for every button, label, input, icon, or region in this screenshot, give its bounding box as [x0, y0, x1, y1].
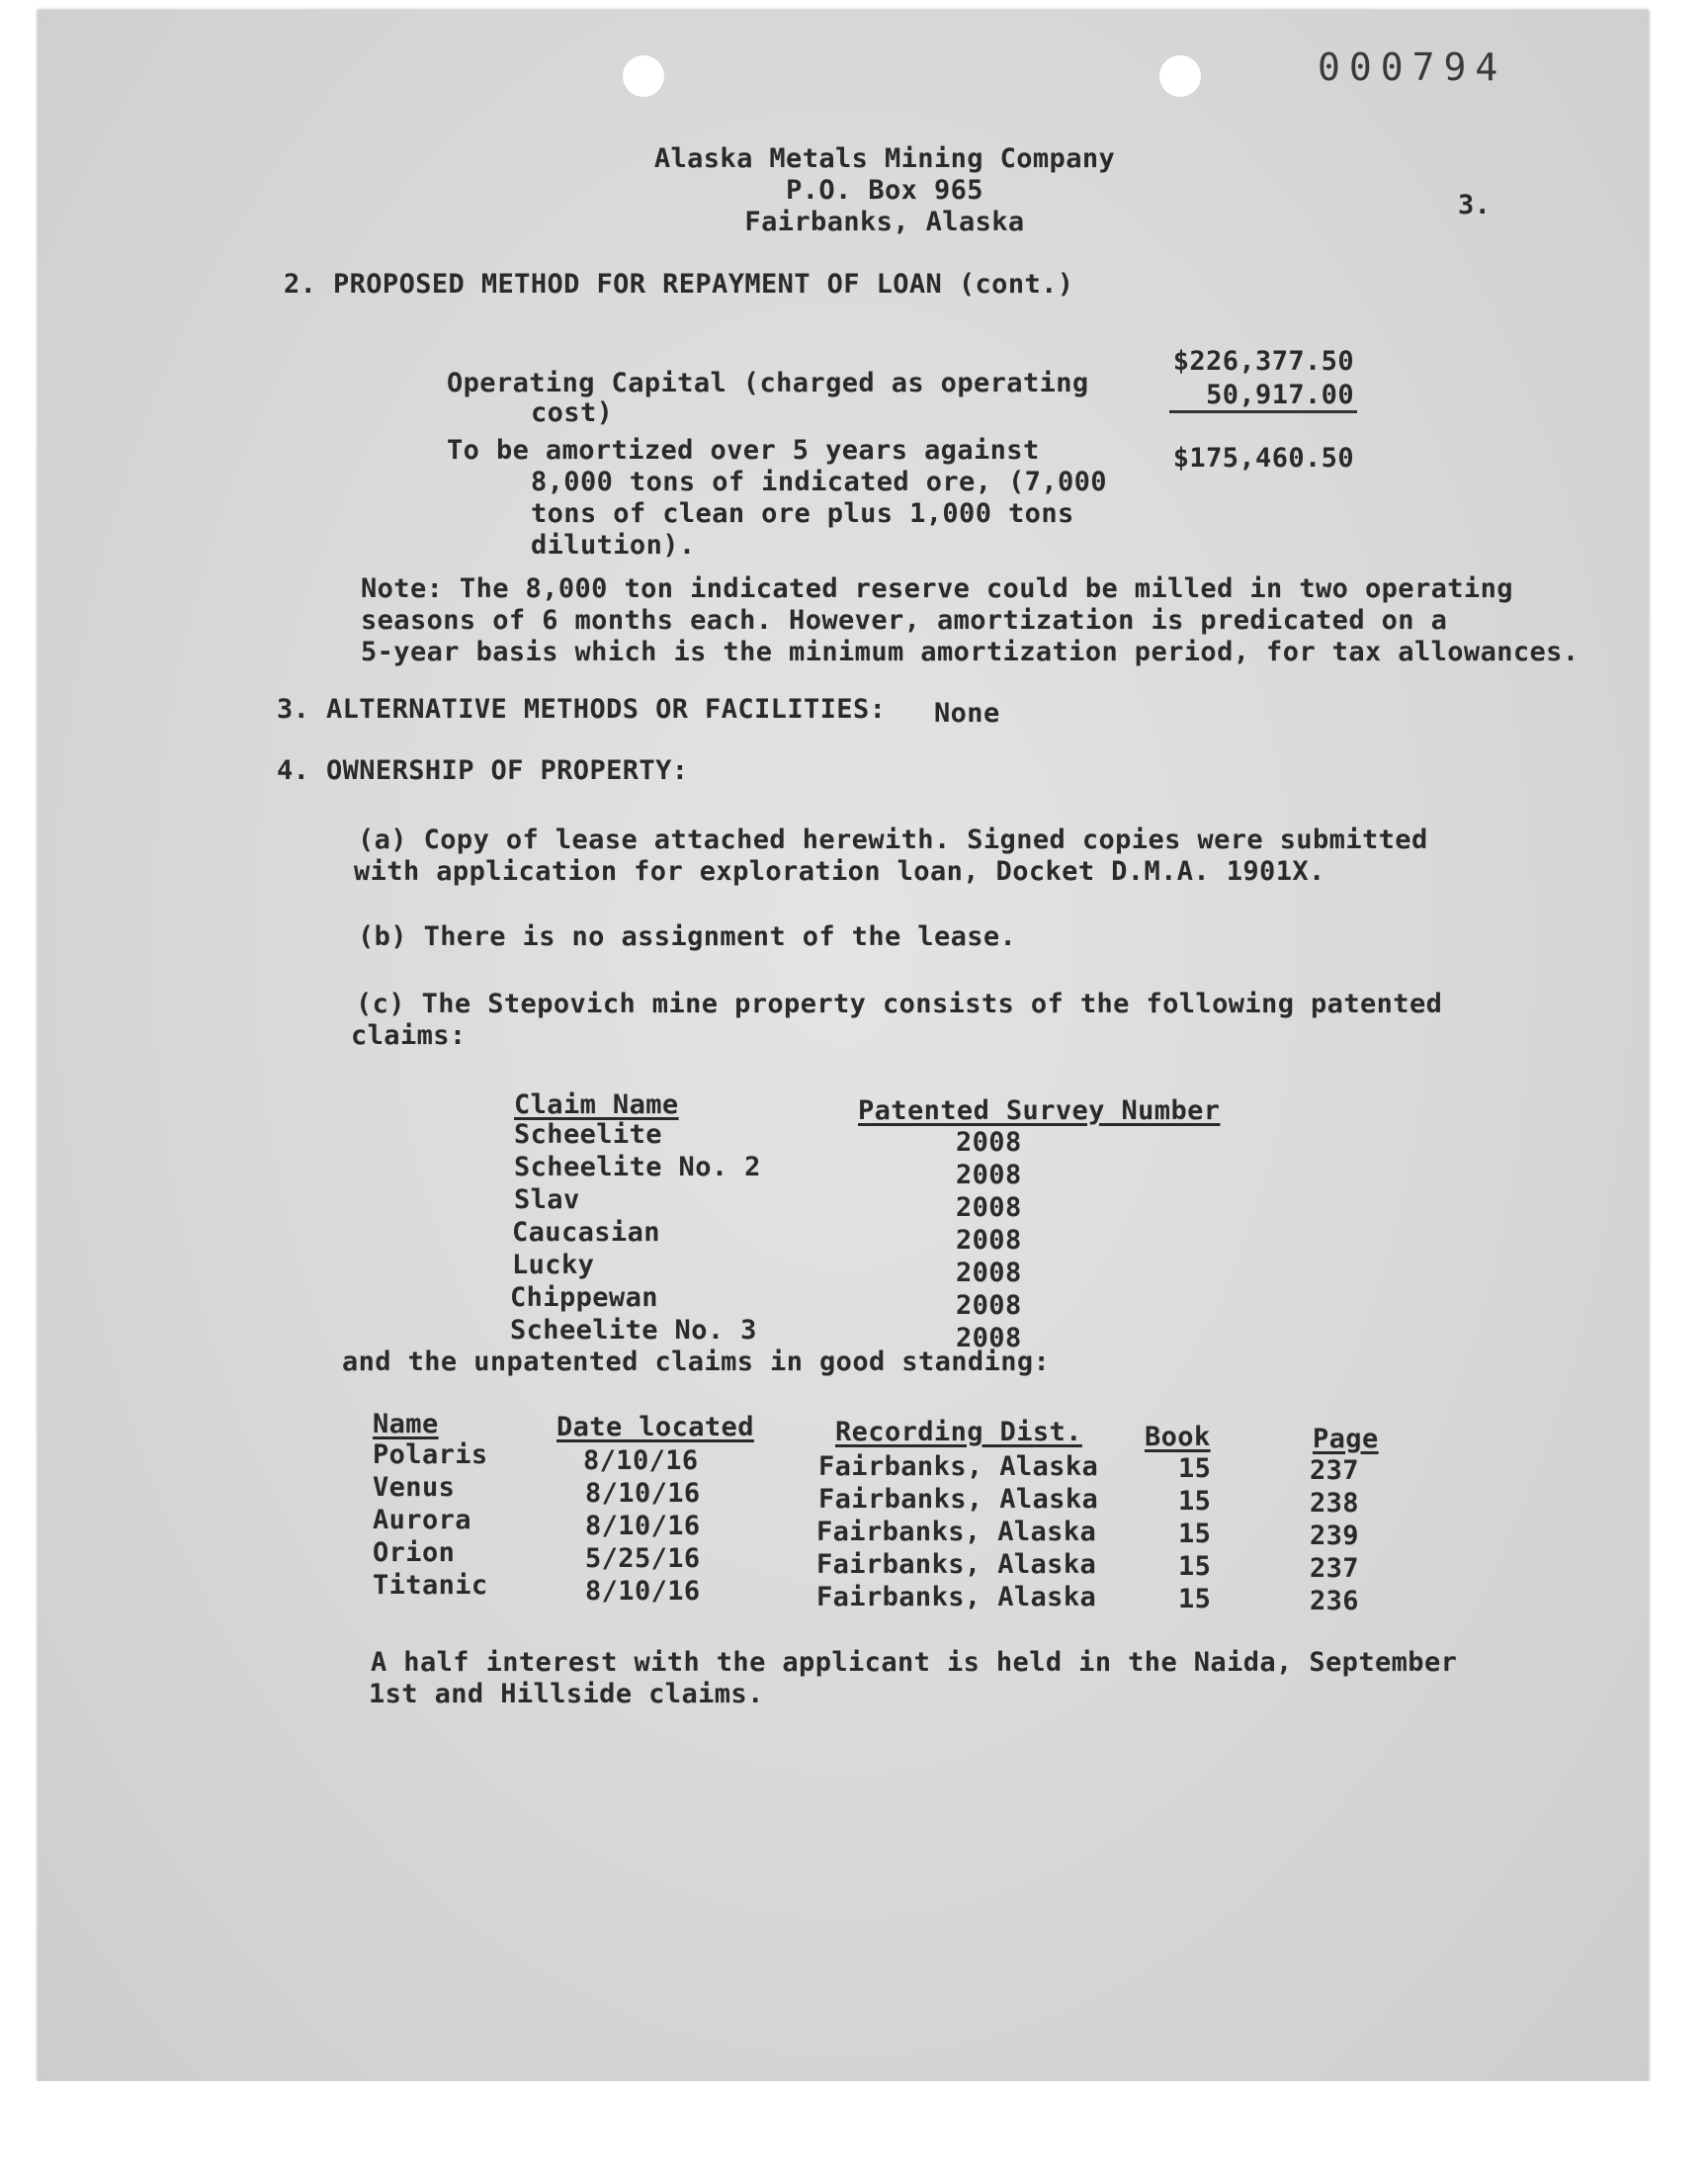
survey-number: 2008 [956, 1192, 1022, 1223]
note-line: Note: The 8,000 ton indicated reserve could be milled in two operating [361, 573, 1513, 604]
note-line: seasons of 6 months each. However, amortization is predicated on a [361, 605, 1448, 636]
punch-hole-left [623, 55, 664, 97]
unpatented-intro: and the unpatented claims in good standing: [342, 1347, 1051, 1377]
date-located: 8/10/16 [583, 1445, 699, 1476]
col-header-page: Page [1313, 1424, 1379, 1454]
book: 15 [1178, 1519, 1212, 1549]
date-located: 8/10/16 [585, 1478, 701, 1509]
page: 238 [1310, 1488, 1359, 1519]
amortize-line: 8,000 tons of indicated ore, (7,000 [531, 467, 1107, 497]
item-b-line: (b) There is no assignment of the lease. [358, 921, 1017, 952]
date-located: 8/10/16 [585, 1511, 701, 1541]
claim-name: Chippewan [510, 1282, 658, 1313]
operating-capital-amount: 50,917.00 [1206, 380, 1354, 410]
item-a-line: (a) Copy of lease attached herewith. Signed copies were submitted [358, 825, 1428, 855]
claim-name: Scheelite No. 3 [510, 1315, 757, 1346]
document-page [38, 10, 1649, 2081]
section-3-heading: 3. ALTERNATIVE METHODS OR FACILITIES: [277, 694, 887, 725]
page: 236 [1310, 1586, 1359, 1616]
claim-name: Polaris [373, 1439, 488, 1470]
recording-dist: Fairbanks, Alaska [816, 1517, 1097, 1547]
section-4-heading: 4. OWNERSHIP OF PROPERTY: [277, 755, 689, 786]
claim-name: Scheelite No. 2 [514, 1152, 761, 1182]
book: 15 [1178, 1584, 1212, 1614]
section-2-heading: 2. PROPOSED METHOD FOR REPAYMENT OF LOAN (cont.) [284, 269, 1074, 300]
survey-number: 2008 [956, 1258, 1022, 1288]
claim-name: Lucky [512, 1250, 595, 1280]
claim-name: Venus [373, 1472, 456, 1503]
col-header-recording-dist: Recording Dist. [835, 1417, 1082, 1447]
recording-dist: Fairbanks, Alaska [818, 1484, 1099, 1515]
col-header-name: Name [373, 1409, 439, 1439]
col-header-book: Book [1145, 1422, 1211, 1452]
book: 15 [1178, 1453, 1212, 1484]
claim-name: Titanic [373, 1570, 488, 1601]
amortize-line: dilution). [531, 530, 696, 561]
subtotal-rule [1169, 410, 1357, 413]
punch-hole-right [1159, 55, 1201, 97]
col-header-date-located: Date located [556, 1412, 754, 1442]
survey-number: 2008 [956, 1127, 1022, 1158]
document-number: 000794 [1318, 45, 1507, 89]
date-located: 5/25/16 [585, 1543, 701, 1574]
col-header-survey-number: Patented Survey Number [858, 1095, 1221, 1126]
closing-line: 1st and Hillside claims. [369, 1679, 764, 1709]
recording-dist: Fairbanks, Alaska [816, 1582, 1097, 1612]
survey-number: 2008 [956, 1160, 1022, 1190]
item-c-line: (c) The Stepovich mine property consists of the following patented [356, 989, 1443, 1019]
date-located: 8/10/16 [585, 1576, 701, 1607]
claim-name: Orion [373, 1537, 456, 1568]
page: 239 [1310, 1521, 1359, 1551]
book: 15 [1178, 1486, 1212, 1517]
survey-number: 2008 [956, 1290, 1022, 1321]
page: 237 [1310, 1455, 1359, 1486]
section-3-value: None [934, 698, 1000, 729]
survey-number: 2008 [956, 1225, 1022, 1256]
page: 237 [1310, 1553, 1359, 1584]
company-city: Fairbanks, Alaska [744, 207, 1025, 237]
book: 15 [1178, 1551, 1212, 1582]
closing-line: A half interest with the applicant is held in the Naida, September [371, 1647, 1458, 1678]
amortize-line: tons of clean ore plus 1,000 tons [531, 498, 1074, 529]
company-name: Alaska Metals Mining Company [653, 143, 1116, 174]
claim-name: Aurora [373, 1505, 471, 1535]
claim-name: Slav [514, 1184, 580, 1215]
item-a-line: with application for exploration loan, Docket D.M.A. 1901X. [354, 856, 1325, 887]
company-address: P.O. Box 965 [786, 175, 983, 206]
recording-dist: Fairbanks, Alaska [818, 1451, 1099, 1482]
claim-name: Caucasian [512, 1217, 660, 1248]
col-header-claim-name: Claim Name [514, 1089, 679, 1120]
operating-capital-line1: Operating Capital (charged as operating [447, 368, 1089, 398]
claim-name: Scheelite [514, 1119, 662, 1150]
recording-dist: Fairbanks, Alaska [816, 1549, 1097, 1580]
note-line: 5-year basis which is the minimum amortization period, for tax allowances. [361, 637, 1580, 667]
amortize-amount: $175,460.50 [1172, 443, 1354, 474]
page-number: 3. [1458, 190, 1492, 220]
survey-number: 2008 [956, 1323, 1022, 1353]
page-margin [0, 2081, 1708, 2175]
total-amount: $226,377.50 [1172, 346, 1354, 377]
amortize-line: To be amortized over 5 years against [447, 435, 1040, 466]
operating-capital-line2: cost) [531, 397, 614, 428]
item-c-line: claims: [351, 1020, 467, 1051]
